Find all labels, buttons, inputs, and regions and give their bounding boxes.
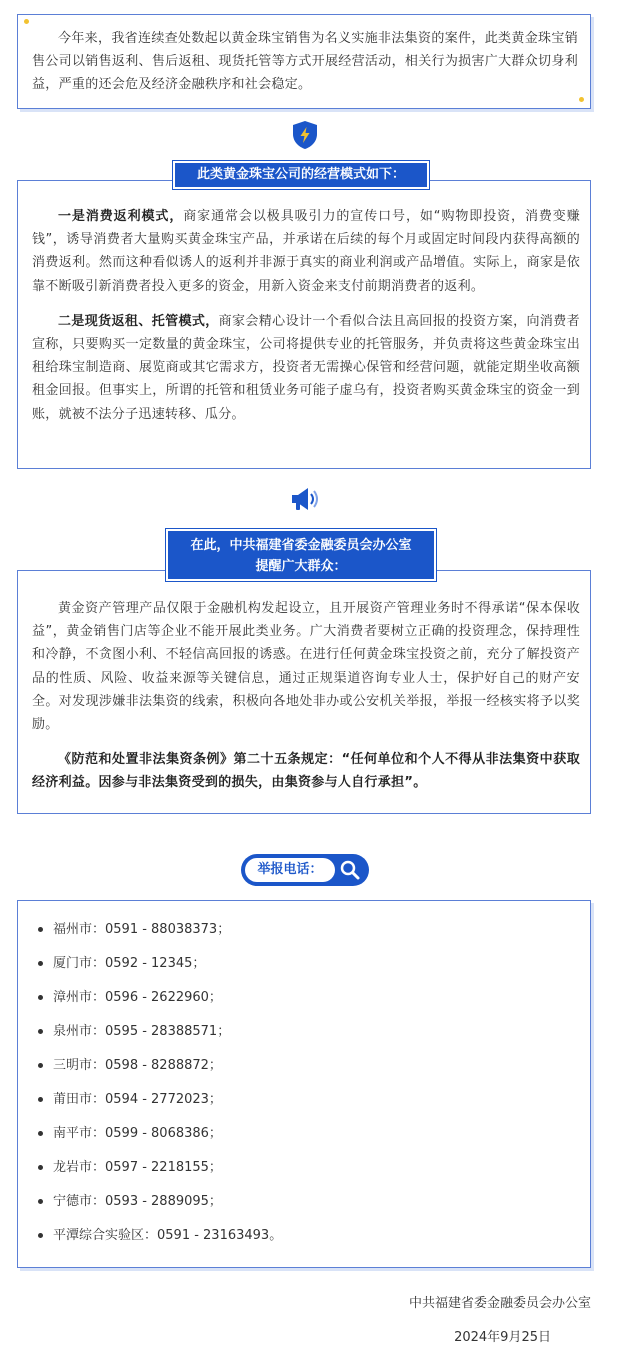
hotline-box [17,900,591,1268]
hotline-label-pill [241,854,369,886]
megaphone-icon [288,484,322,514]
reminder-section [17,570,591,814]
intro-text: 今年来，我省连续查处数起以黄金珠宝销售为名义实施非法集资的案件，此类黄金珠宝销售公司以销售返利、售后返租、现货托管等方式开展经营活动，相关行为损害广大群众切身利益，严重的还会危及经济金融秩序和社会稳定。 [32,31,578,93]
model-2-lead: 二是现货返租、托管模式， [58,313,219,329]
hotline-list [36,913,590,1253]
reminder-paragraph-1: 黄金资产管理产品仅限于金融机构发起设立，且开展资产管理业务时不得承诺“保本保收益”，黄金销售门店等企业不能开展此类业务。广大消费者要树立正确的投资理念，保持理性和冷静，不贪图小利、不轻信高回报的诱惑。在进行任何黄金珠宝投资之前，充分了解投资产品的性质、风险、收益来源等关键信息，通过正规渠道咨询专业人士，保护好自己的财产安全。对发现涉嫌非法集资的线索，积极向各地处非办或公安机关举报，举报一经核实将予以奖励。 [32,601,580,733]
list-item: 龙岩市：0597 - 2218155； [36,1151,590,1185]
model-paragraph-1 [32,205,580,298]
model-2-body: 商家会精心设计一个看似合法且高回报的投资方案，向消费者宣称，只要购买一定数量的黄金珠宝，公司将提供专业的托管服务，并负责将这些黄金珠宝出租给珠宝制造商、展览商或其它需求方，投资者无需操心保管和经营问题，就能定期坐收高额租金回报。但事实上，所谓的托管和租赁业务可能子虚乌有，投资者购买黄金珠宝的资金一到账，就被不法分子迅速转移、瓜分。 [32,313,580,422]
reminder-title [166,529,436,581]
list-item: 莆田市：0594 - 2772023； [36,1083,590,1117]
corner-dot [579,97,584,102]
list-item: 漳州市：0596 - 2622960； [36,981,590,1015]
reminder-title-line1: 在此，中共福建省委金融委员会办公室 [190,538,412,553]
list-item: 平潭综合实验区：0591 - 23163493。 [36,1219,590,1253]
reminder-title-line2: 提醒广大群众： [255,559,347,574]
list-item: 三明市：0598 - 8288872； [36,1049,590,1083]
regulation-paragraph: 《防范和处置非法集资条例》第二十五条规定：“任何单位和个人不得从非法集资中获取经济利益。因参与非法集资受到的损失，由集资参与人自行承担”。 [32,752,580,791]
list-item: 宁德市：0593 - 2889095； [36,1185,590,1219]
intro-box [17,14,591,109]
search-icon [339,859,361,881]
list-item: 泉州市：0595 - 28388571； [36,1015,590,1049]
business-model-section [17,180,591,469]
model-1-lead: 一是消费返利模式， [58,209,184,224]
list-item: 福州市：0591 - 88038373； [36,913,590,947]
section-title: 此类黄金珠宝公司的经营模式如下： [173,161,429,189]
signature-date: 2024年9月25日 [454,1330,551,1345]
hotline-label: 举报电话： [245,858,335,882]
shield-icon [291,120,319,150]
corner-dot [24,19,29,24]
list-item: 南平市：0599 - 8068386； [36,1117,590,1151]
list-item: 厦门市：0592 - 12345； [36,947,590,981]
model-paragraph-2 [32,310,580,426]
signature-org: 中共福建省委金融委员会办公室 [408,1296,591,1311]
model-1-body: 商家通常会以极具吸引力的宣传口号，如“购物即投资，消费变赚钱”，诱导消费者大量购买黄金珠宝产品，并承诺在后续的每个月或固定时间段内获得高额的消费返利。然而这种看似诱人的返利并非源于真实的商业利润或产品增值。实际上，商家是依靠不断吸引新消费者投入更多的资金，用新入资金来支付前期消费者的返利。 [32,209,580,294]
